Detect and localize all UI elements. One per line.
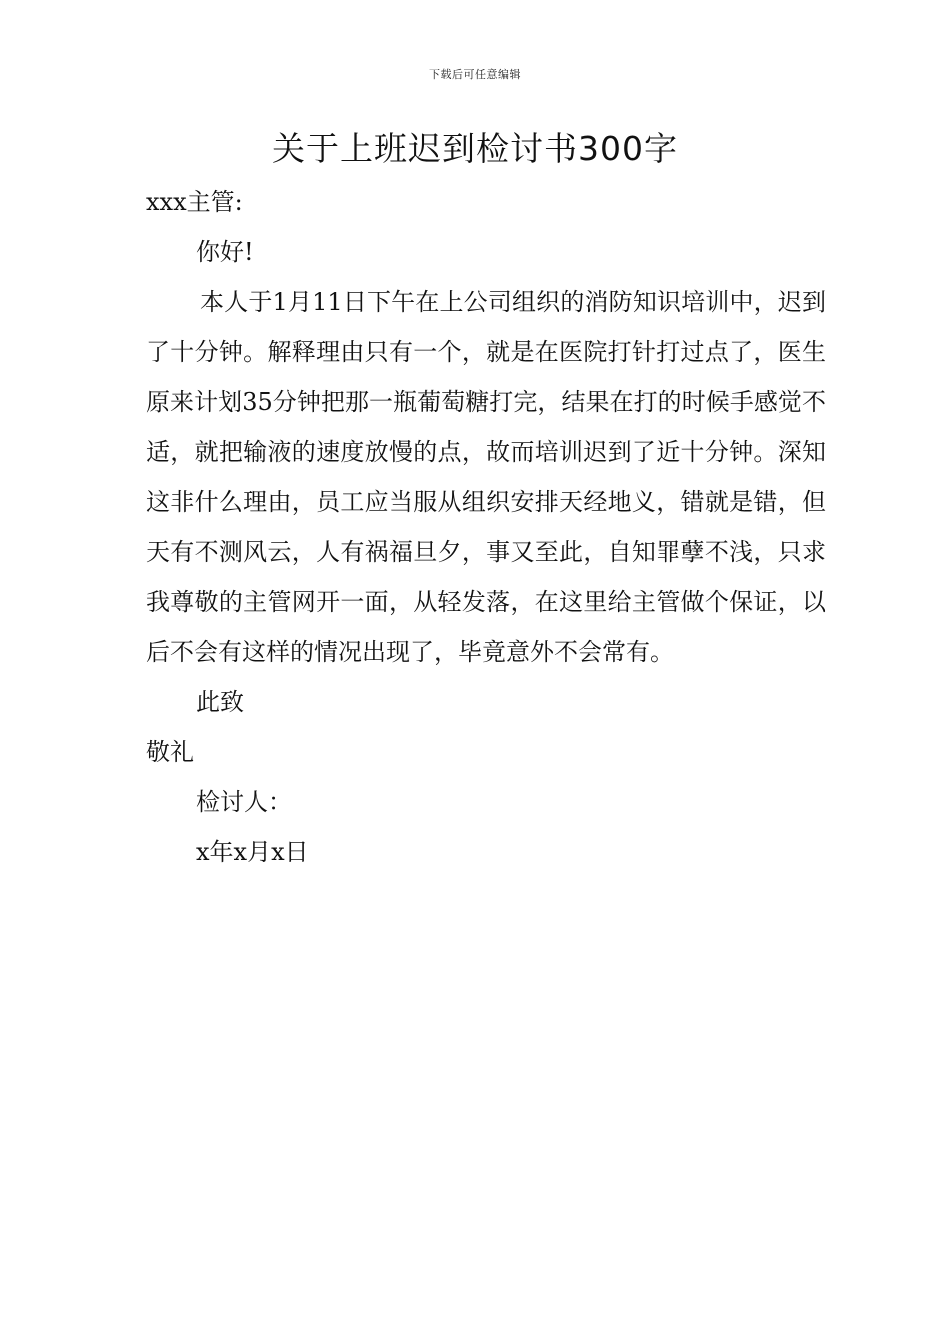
header-note: 下载后可任意编辑: [429, 68, 521, 81]
signer-label: 检讨人：: [196, 788, 292, 816]
closing-line-1: 此致: [196, 688, 244, 716]
salutation: xxx主管:: [146, 188, 243, 216]
closing-line-2: 敬礼: [146, 738, 194, 766]
body-paragraph: 本人于1月11日下午在上公司组织的消防知识培训中，迟到了十分钟。解释理由只有一个，就是在医院打针打过点了，医生原来计划35分钟把那一瓶葡萄糖打完，结果在打的时候手感觉不适，就把输液的速度放慢的点，故而培训迟到了近十分钟。深知这非什么理由，员工应当服从组织安排天经地义，错就是错，但天有不测风云，人有祸福旦夕，事又至此，自知罪孽不浅，只求我尊敬的主管网开一面，从轻发落，在这里给主管做个保证，以后不会有这样的情况出现了，毕竟意外不会常有。: [146, 288, 826, 666]
document-title: 关于上班迟到检讨书300字: [272, 129, 678, 168]
date-line: x年x月x日: [196, 838, 309, 866]
greeting: 你好!: [196, 238, 254, 266]
document-content: [146, 177, 826, 877]
